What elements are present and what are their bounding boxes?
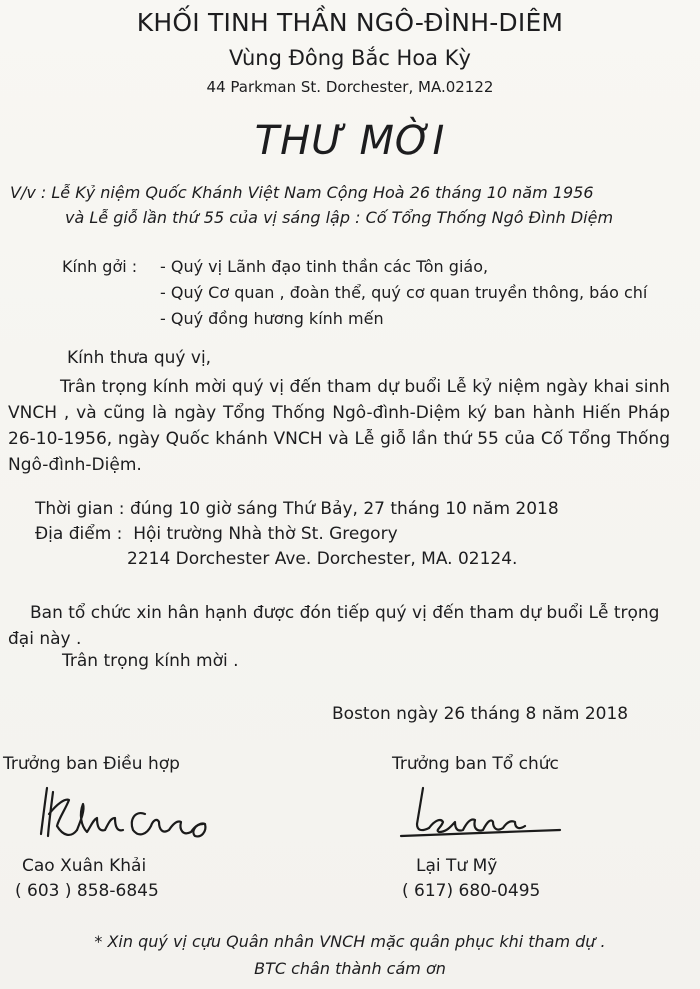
event-place-row	[35, 522, 559, 547]
right-signatory-name: Lại Tư Mỹ	[416, 856, 498, 876]
left-signatory-role: Trưởng ban Điều hợp	[3, 754, 180, 774]
closing-paragraph	[8, 600, 670, 652]
footnote-line-1: * Xin quý vị cựu Quân nhân VNCH mặc quân phục khi tham dự .	[94, 932, 606, 951]
recipient-item: - Quý vị Lãnh đạo tinh thần các Tôn giáo,	[160, 257, 489, 276]
subject-line-2: và Lễ giỗ lần thứ 55 của vị sáng lập : Cố Tổng Thống Ngô Đình Diệm	[65, 208, 614, 227]
recipient-item: - Quý Cơ quan , đoàn thể, quý cơ quan truyền thông, báo chí	[160, 283, 648, 302]
closing-paragraph-text: Ban tổ chức xin hân hạnh được đón tiếp quý vị đến tham dự buổi Lễ trọng đại này .	[8, 603, 660, 649]
event-place-value: Hội trường Nhà thờ St. Gregory	[133, 524, 398, 544]
right-signatory-phone: ( 617) 680-0495	[402, 881, 541, 901]
event-details	[35, 497, 559, 572]
event-time-label: Thời gian :	[35, 499, 125, 519]
left-signatory-phone: ( 603 ) 858-6845	[15, 881, 159, 901]
event-place-address: 2214 Dorchester Ave. Dorchester, MA. 02124.	[127, 549, 518, 569]
recipient-row	[62, 254, 647, 280]
recipient-row	[62, 280, 647, 306]
letter-title: THƯ MỜI	[254, 118, 446, 164]
recipient-row	[62, 306, 647, 332]
greeting: Kính thưa quý vị,	[67, 348, 212, 368]
organization-region: Vùng Đông Bắc Hoa Kỳ	[229, 46, 471, 70]
invitation-paragraph-text: Trân trọng kính mời quý vị đến tham dự buổi Lễ kỷ niệm ngày khai sinh VNCH , và cũng là ngày Tổng Thống Ngô-đình-Diệm ký ban hành Hiến Pháp 26-10-1956, ngày Quốc khánh VNCH và Lễ giỗ lần thứ 55 của Cố Tổng Thống Ngô-đình-Diệm.	[8, 377, 670, 475]
recipients-label: Kính gởi :	[62, 257, 138, 276]
subject-prefix: V/v :	[10, 183, 52, 202]
right-signature	[395, 782, 565, 842]
event-time-row	[35, 497, 559, 522]
recipients-block	[62, 254, 647, 332]
subject-block	[10, 180, 613, 230]
organization-name: KHỐI TINH THẦN NGÔ-ĐÌNH-DIÊM	[136, 8, 564, 37]
right-signatory-role: Trưởng ban Tổ chức	[392, 754, 559, 774]
organization-address: 44 Parkman St. Dorchester, MA.02122	[206, 78, 494, 96]
left-signatory-name: Cao Xuân Khải	[22, 856, 147, 876]
event-place-label: Địa điểm :	[35, 524, 123, 544]
closing-regards: Trân trọng kính mời .	[62, 651, 239, 671]
subject-line-1	[10, 180, 613, 205]
place-date: Boston ngày 26 tháng 8 năm 2018	[332, 704, 629, 724]
footnote-line-2: BTC chân thành cám ơn	[254, 959, 446, 978]
recipient-item: - Quý đồng hương kính mến	[160, 309, 384, 328]
subject-text-1: Lễ Kỷ niệm Quốc Khánh Việt Nam Cộng Hoà 26 tháng 10 năm 1956	[51, 183, 594, 202]
left-signature	[35, 780, 235, 850]
invitation-paragraph	[8, 374, 670, 478]
event-time-value: đúng 10 giờ sáng Thứ Bảy, 27 tháng 10 năm 2018	[129, 499, 559, 519]
